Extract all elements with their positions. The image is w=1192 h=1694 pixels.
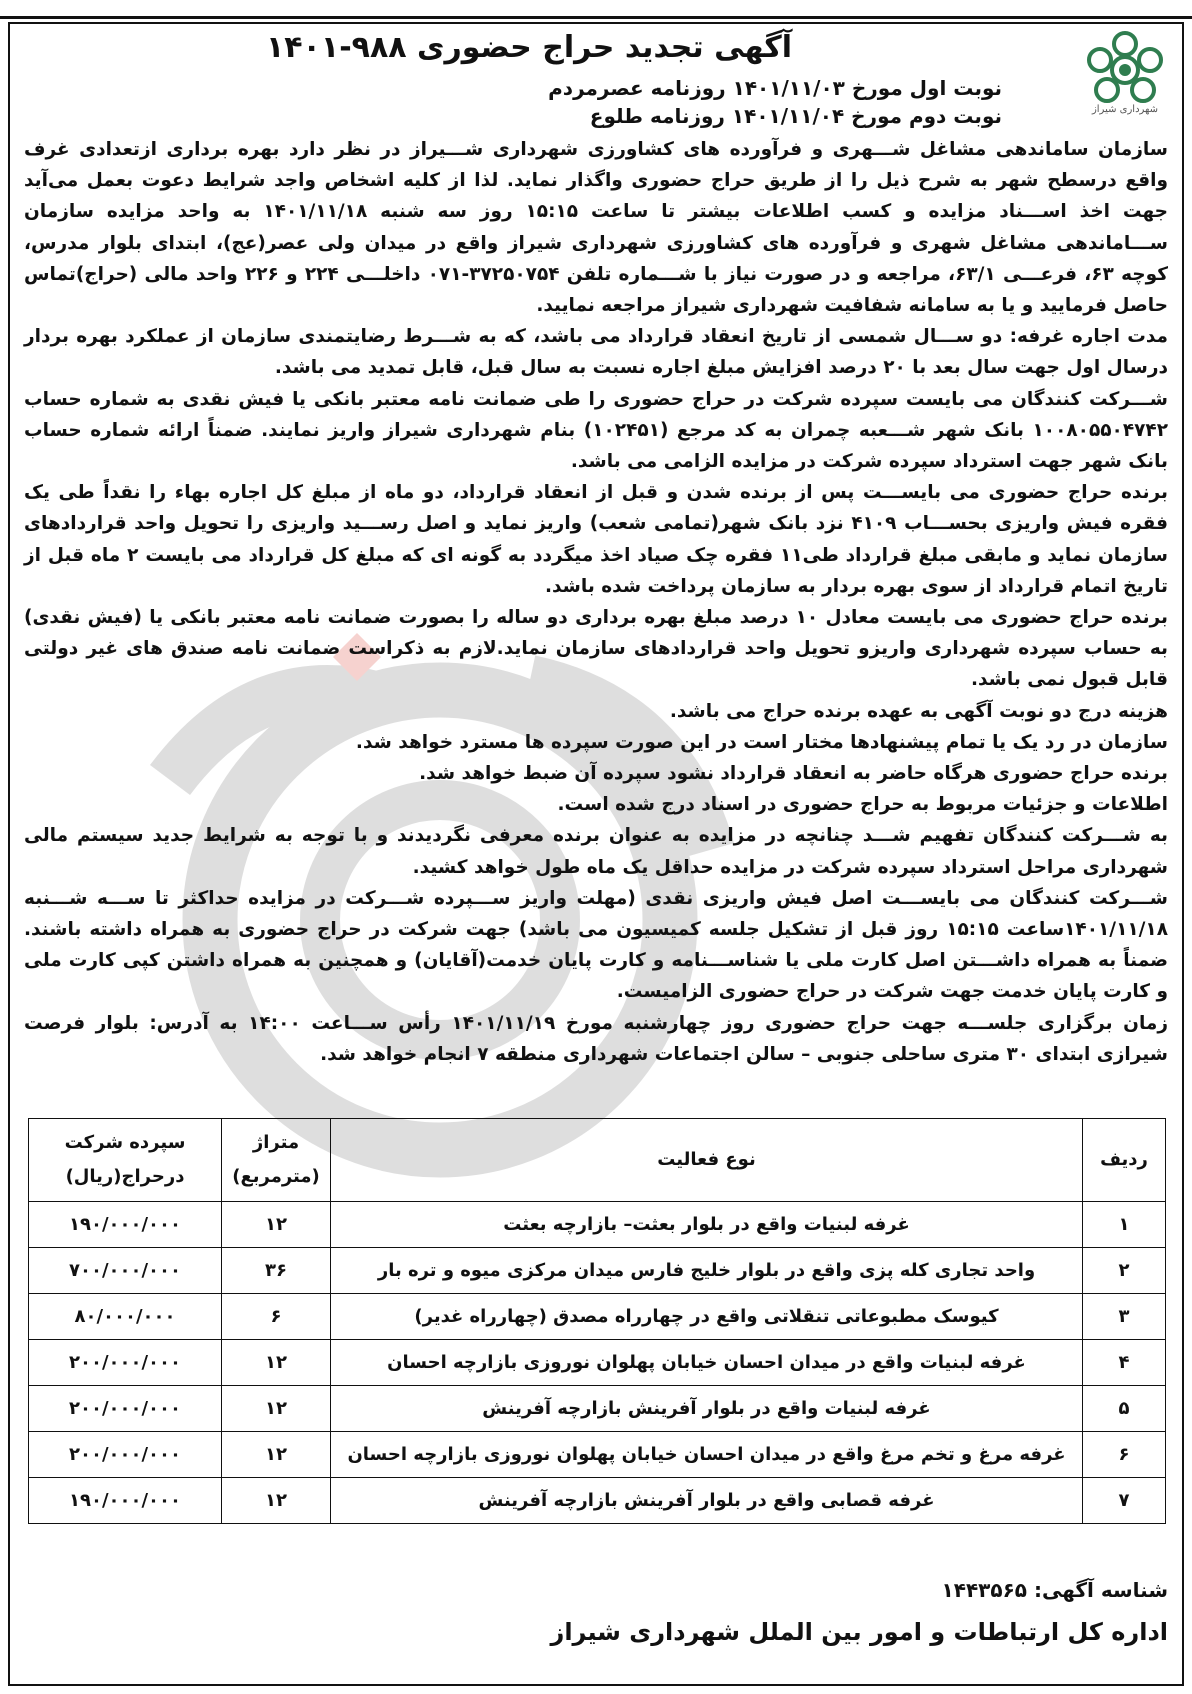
header-activity: نوع فعالیت — [331, 1119, 1083, 1202]
second-notice: نوبت دوم مورخ ۱۴۰۱/۱۱/۰۴ روزنامه طلوع — [589, 104, 1002, 128]
notice-title: آگهی تجدید حراج حضوری ۹۸۸-۱۴۰۱ — [265, 30, 792, 65]
table-row — [29, 1478, 1166, 1524]
row-number: ۴ — [1083, 1340, 1166, 1386]
header-deposit-line1: سپرده شرکت — [64, 1132, 186, 1153]
issuer-name: اداره کل ارتباطات و امور بین الملل شهرداری شیراز — [550, 1618, 1168, 1646]
table-row — [29, 1294, 1166, 1340]
paragraph-guarantee: برنده حراج حضوری می بایست معادل ۱۰ درصد مبلغ بهره برداری دو ساله را بصورت ضمانت نامه معتبر بانکی یا (فیش نقدی) به حساب سپرده شهرداری واریزو تحویل واحد قراردادهای سازمان نماید.لازم به ذکراست ضمانت نامه صندق های غیر دولتی قابل قبول نمی باشد. — [24, 607, 1168, 691]
paragraph-refund: به شـــرکت کنندگان تفهیم شـــد چنانچه در مزایده به عنوان برنده معرفی نگردیدند و با توجه به شرایط جدید سیستم مالی شهرداری مراحل استرداد سپرده شرکت در مزایده حداقل یک ماه طول خواهد کشید. — [24, 825, 1168, 878]
row-deposit: ۷۰۰/۰۰۰/۰۰۰ — [29, 1248, 222, 1294]
row-area: ۶ — [222, 1294, 331, 1340]
table-row — [29, 1248, 1166, 1294]
row-area: ۳۶ — [222, 1248, 331, 1294]
table-header-row — [29, 1119, 1166, 1202]
row-deposit: ۲۰۰/۰۰۰/۰۰۰ — [29, 1340, 222, 1386]
header-area-line2: (مترمربع) — [232, 1166, 320, 1187]
table-row — [29, 1386, 1166, 1432]
row-deposit: ۲۰۰/۰۰۰/۰۰۰ — [29, 1432, 222, 1478]
paragraph-rejection: سازمان در رد یک یا تمام پیشنهادها مختار است در این صورت سپرده ها مسترد خواهد شد. — [355, 731, 1168, 753]
row-deposit: ۱۹۰/۰۰۰/۰۰۰ — [29, 1202, 222, 1248]
paragraph-intro: سازمان ساماندهی مشاغل شـــهری و فرآورده های کشاورزی شهرداری شـــیراز در نظر دارد بهره برداری ازتعدادی غرف واقع درسطح شهر به شرح ذیل را از طریق حراج حضوری واگذار نماید. لذا از کلیه اشخاص واجد شرایط دعوت بعمل می‌آید جهت اخذ اســـناد مزایده و کسب اطلاعات بیشتر تا ساعت ۱۵:۱۵ روز سه شنبه ۱۴۰۱/۱۱/۱۸ به واحد مزایده سازمان ســـاماندهی مشاغل شهری و فرآورده های کشاورزی شهرداری شیراز واقع در میدان ولی عصر(عج)، ابتدای بلوار مدرس، کوچه ۶۳، فرعـــی ۶۳/۱، مراجعه و در صورت نیاز با شـــماره تلفن ۳۷۲۵۰۷۵۴-۰۷۱ داخلـــی ۲۲۴ و ۲۲۶ واحد مالی (حراج)تماس حاصل فرمایید و یا به سامانه شفافیت شهرداری شیراز مراجعه نمایید. — [24, 139, 1168, 317]
row-number: ۷ — [1083, 1478, 1166, 1524]
paragraph-lease-term: مدت اجاره غرفه: دو ســـال شمسی از تاریخ انعقاد قرارداد می باشد، که به شـــرط رضایتمندی سازمان از عملکرد بهره بردار درسال اول جهت سال بعد با ۲۰ درصد افزایش مبلغ اجاره نسبت به سال قبل، قابل تمدید می باشد. — [24, 326, 1168, 379]
row-deposit: ۱۹۰/۰۰۰/۰۰۰ — [29, 1478, 222, 1524]
header-deposit — [29, 1119, 222, 1202]
row-area: ۱۲ — [222, 1202, 331, 1248]
header-area — [222, 1119, 331, 1202]
table-row — [29, 1432, 1166, 1478]
row-number: ۶ — [1083, 1432, 1166, 1478]
paragraph-ad-cost: هزینه درج دو نوبت آگهی به عهده برنده حراج می باشد. — [669, 700, 1168, 722]
row-number: ۵ — [1083, 1386, 1166, 1432]
table-row — [29, 1340, 1166, 1386]
row-number: ۲ — [1083, 1248, 1166, 1294]
row-activity: غرفه قصابی واقع در بلوار آفرینش بازارچه آفرینش — [331, 1478, 1083, 1524]
paragraph-deposit: شـــرکت کنندگان می بایست سپرده شرکت در حراج حضوری را طی ضمانت نامه معتبر بانکی یا فیش نقدی به شماره حساب ۱۰۰۸۰۵۵۰۴۷۴۲ بانک شهر شـــعبه چمران به کد مرجع (۱۰۲۴۵۱) بنام شهرداری شیراز واریز نمایند. ضمناً ارائه شماره حساب بانک شهر جهت استرداد سپرده شرکت در مزایده الزامی می باشد. — [24, 388, 1168, 473]
row-activity: غرفه لبنیات واقع در بلوار آفرینش بازارچه آفرینش — [331, 1386, 1083, 1432]
paragraph-session: زمان برگزاری جلســـه جهت حراج حضوری روز چهارشنبه مورخ ۱۴۰۱/۱۱/۱۹ رأس ســـاعت ۱۴:۰۰ به آدرس: بلوار فرصت شیرازی ابتدای ۳۰ متری ساحلی جنوبی – سالن اجتماعات شهرداری منطقه ۷ انجام خواهد شد. — [24, 1012, 1169, 1065]
notice-body — [24, 134, 1168, 1070]
row-activity: غرفه مرغ و تخم مرغ واقع در میدان احسان خیابان پهلوان نوروزی بازارچه احسان — [331, 1432, 1083, 1478]
row-area: ۱۲ — [222, 1432, 331, 1478]
logo-caption: شهرداری شیراز — [1091, 104, 1159, 115]
header-row-number: ردیف — [1083, 1119, 1166, 1202]
paragraph-forfeit: برنده حراج حضوری هرگاه حاضر به انعقاد قرارداد نشود سپرده آن ضبط خواهد شد. — [419, 763, 1168, 785]
first-notice: نوبت اول مورخ ۱۴۰۱/۱۱/۰۳ روزنامه عصرمردم — [548, 76, 1002, 100]
header-deposit-line2: درحراج(ریال) — [65, 1166, 185, 1187]
row-activity: واحد تجاری کله پزی واقع در بلوار خلیج فارس میدان مرکزی میوه و تره بار — [331, 1248, 1083, 1294]
ad-identifier: شناسه آگهی: ۱۴۴۳۵۶۵ — [941, 1578, 1168, 1602]
row-number: ۱ — [1083, 1202, 1166, 1248]
row-deposit: ۸۰/۰۰۰/۰۰۰ — [29, 1294, 222, 1340]
paragraph-details: اطلاعات و جزئیات مربوط به حراج حضوری در اسناد درج شده است. — [557, 794, 1168, 816]
paragraph-documents: شـــرکت کنندگان می بایســـت اصل فیش واریزی نقدی (مهلت واریز ســـپرده شـــرکت در مزایده حداکثر تا ســـه شـــنبه ۱۴۰۱/۱۱/۱۸ساعت ۱۵:۱۵ روز قبل از تشکیل جلسه کمیسیون می باشد) جهت شرکت در حراج حضوری به همراه داشته باشند. ضمناً به همراه داشـــتن اصل کارت ملی یا شناســـنامه و کارت پایان خدمت(آقایان) و همچنین به همراه داشتن کپی کارت ملی و کارت پایان خدمت جهت شرکت در حراج حضوری الزامیست. — [24, 887, 1168, 1003]
auction-items-table — [28, 1118, 1166, 1524]
table-row — [29, 1202, 1166, 1248]
paragraph-payment: برنده حراج حضوری می بایســـت پس از برنده شدن و قبل از انعقاد قرارداد، دو ماه از مبلغ کل اجاره بهاء را نقداً طی یک فقره فیش واریزی بحســـاب ۴۱۰۹ نزد بانک شهر(تمامی شعب) واریز نماید و اصل رســـید واریزی را تحویل واحد قراردادهای سازمان نماید و مابقی مبلغ قرارداد طی۱۱ فقره چک صیاد اخذ میگردد به گونه ای که مبلغ کل قرارداد می بایست ۲ ماه قبل از تاریخ اتمام قرارداد از سوی بهره بردار به سازمان پرداخت شده باشد. — [24, 482, 1168, 597]
top-rule — [0, 0, 1192, 19]
row-deposit: ۲۰۰/۰۰۰/۰۰۰ — [29, 1386, 222, 1432]
municipality-logo-icon — [1082, 30, 1168, 114]
row-area: ۱۲ — [222, 1340, 331, 1386]
header-area-line1: متراژ — [252, 1132, 300, 1153]
row-number: ۳ — [1083, 1294, 1166, 1340]
row-activity: غرفه لبنیات واقع در میدان احسان خیابان پهلوان نوروزی بازارچه احسان — [331, 1340, 1083, 1386]
row-activity: کیوسک مطبوعاتی تنقلاتی واقع در چهارراه مصدق (چهارراه غدیر) — [331, 1294, 1083, 1340]
row-area: ۱۲ — [222, 1386, 331, 1432]
row-area: ۱۲ — [222, 1478, 331, 1524]
row-activity: غرفه لبنیات واقع در بلوار بعثت– بازارچه بعثت — [331, 1202, 1083, 1248]
